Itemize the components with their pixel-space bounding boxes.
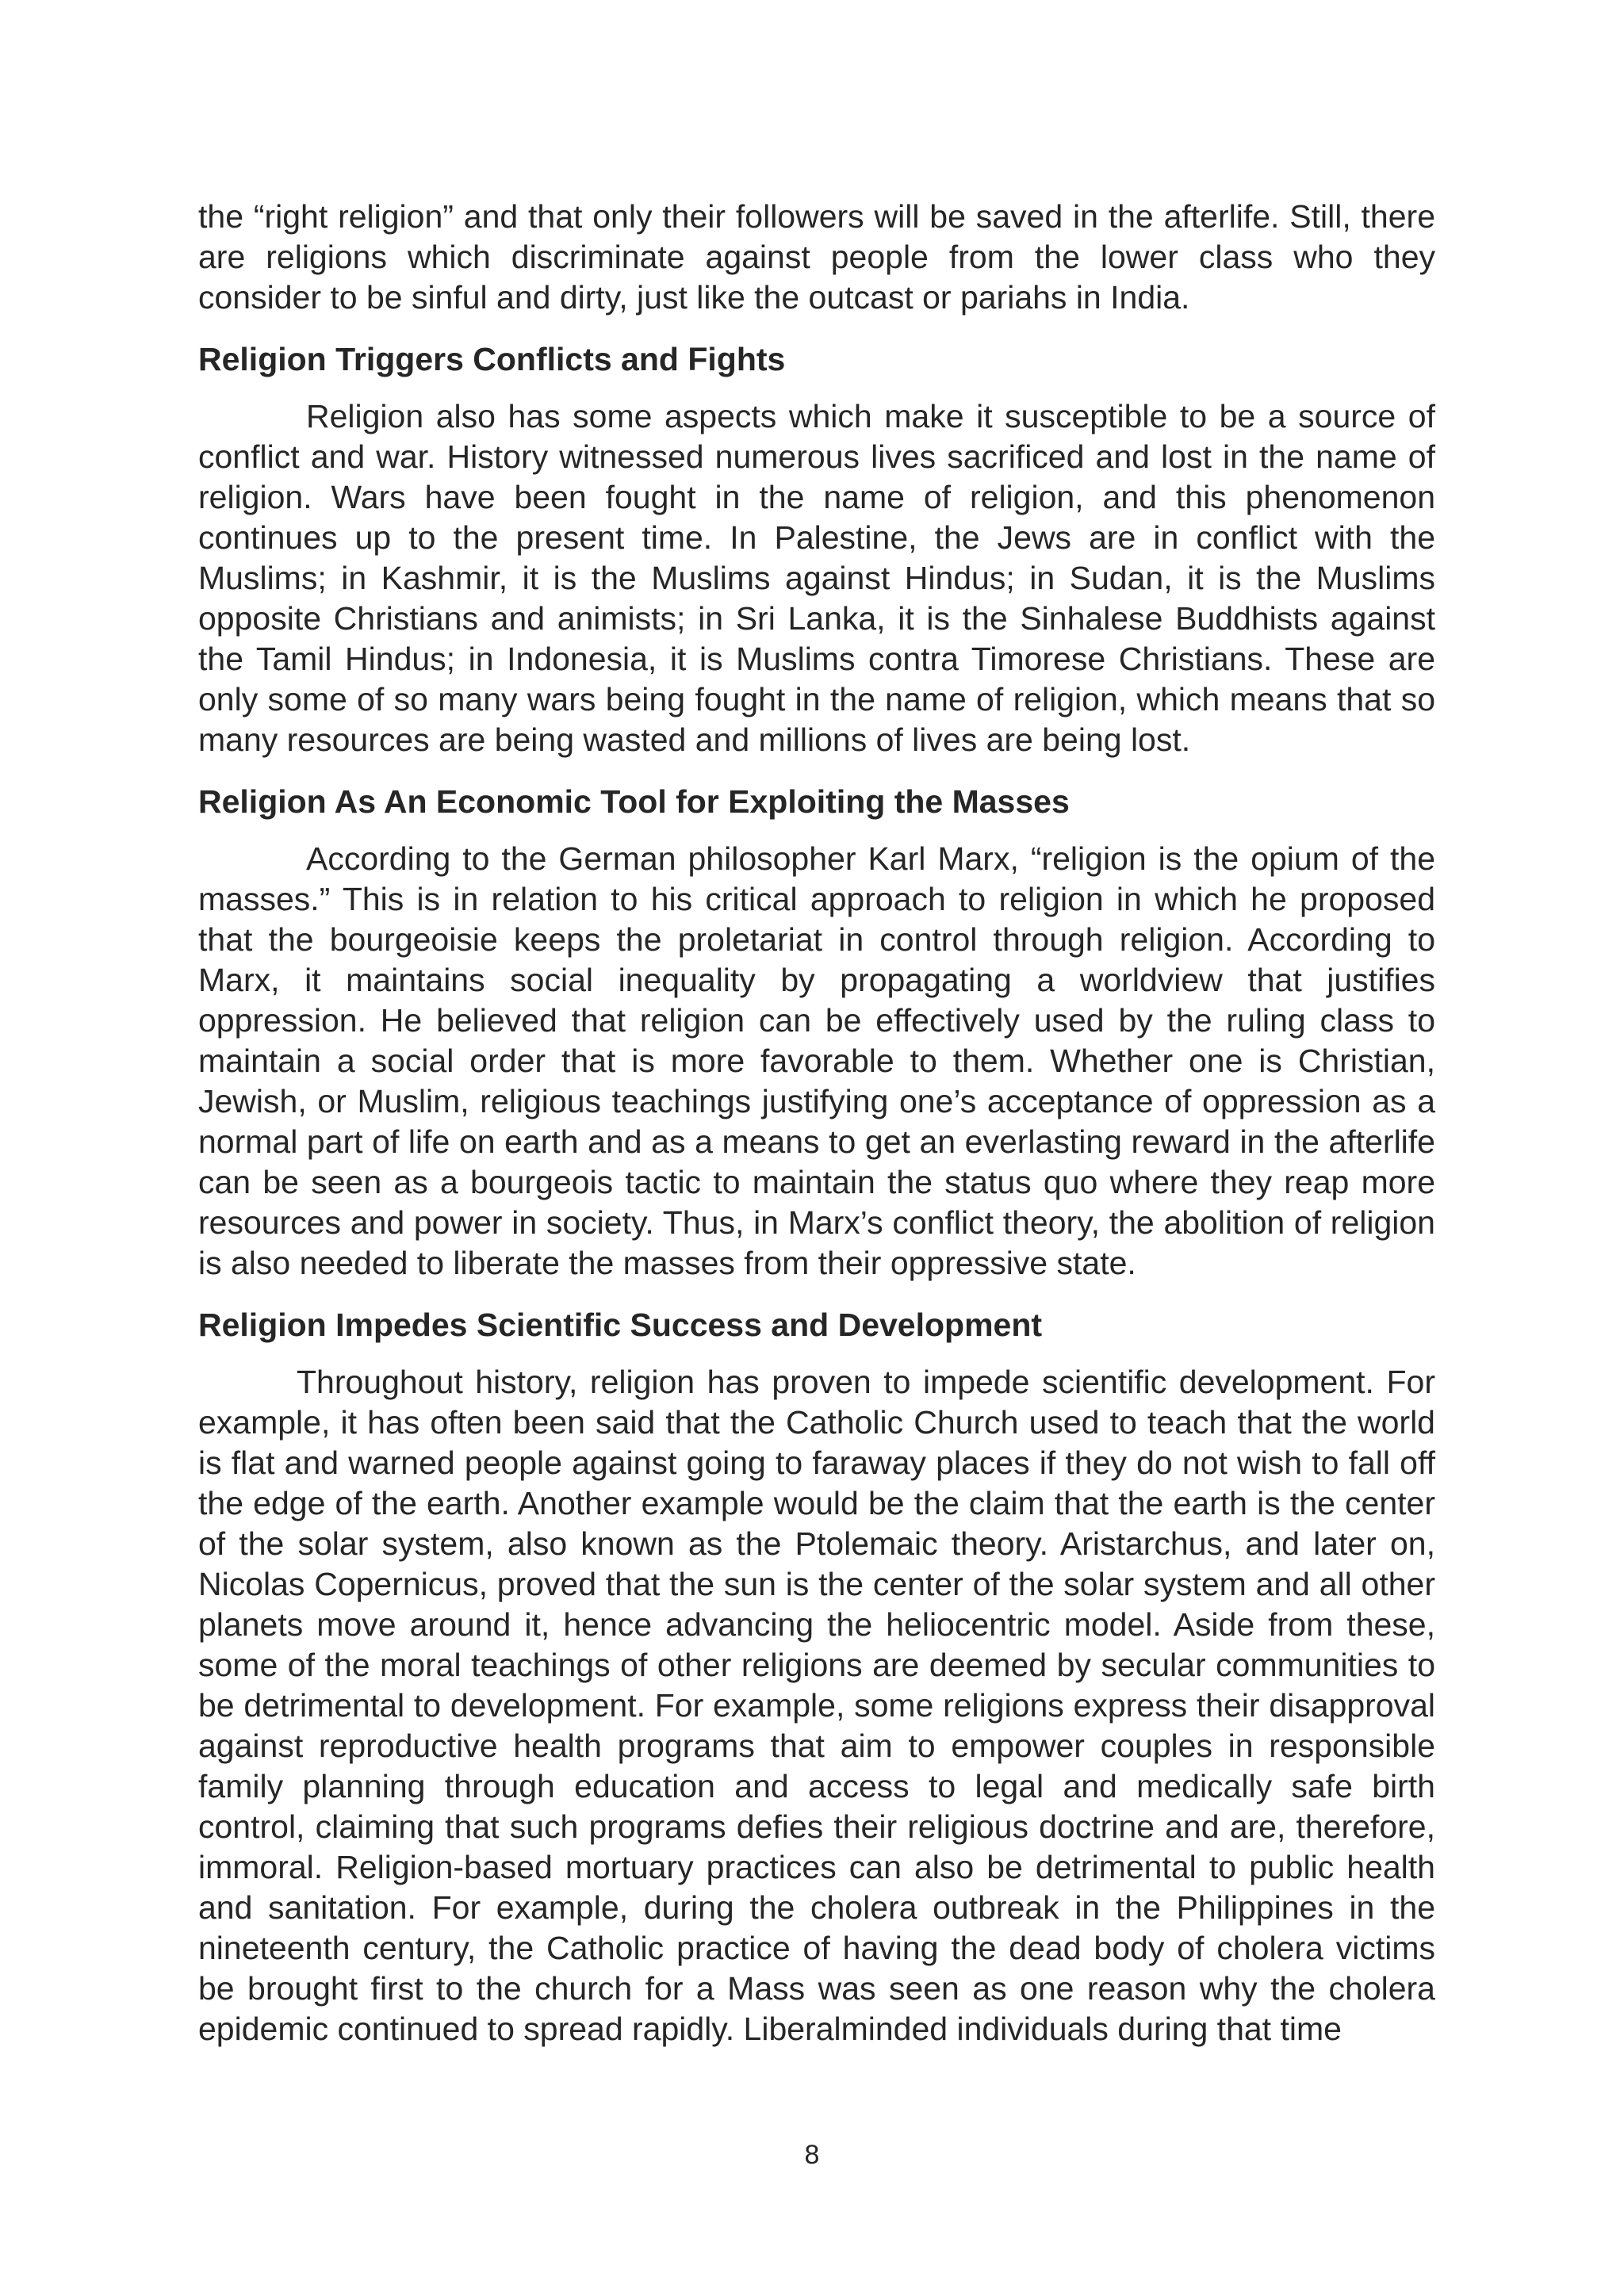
section-heading-scientific-development: Religion Impedes Scientific Success and Development	[198, 1307, 1043, 1343]
page-number: 8	[804, 2140, 820, 2170]
section-heading-conflicts: Religion Triggers Conflicts and Fights	[198, 341, 786, 377]
section-paragraph-conflicts: Religion also has some aspects which make it susceptible to be a source of conflict and war. History witnessed numerous lives sacrificed and lost in the name of religion. Wars have been fought in the name of religion, and this phenomenon continues up to the present time. In Palestine, the Jews are in conflict with the Muslims; in Kashmir, it is the Muslims against Hindus; in Sudan, it is the Muslims opposite Christians and animists; in Sri Lanka, it is the Sinhalese Buddhists against the Tamil Hindus; in Indonesia, it is Muslims contra Timorese Christians. These are only some of so many wars being fought in the name of religion, which means that so many resources are being wasted and millions of lives are being lost.	[198, 398, 1435, 758]
intro-paragraph: the “right religion” and that only their followers will be saved in the afterlife. Still, there are religions which discriminate against people from the lower class who they consider to be sinful and dirty, just like the outcast or pariahs in India.	[198, 198, 1435, 316]
section-paragraph-economic-tool: According to the German philosopher Karl Marx, “religion is the opium of the masses.” This is in relation to his critical approach to religion in which he proposed that the bourgeoisie keeps the proletariat in control through religion. According to Marx, it maintains social inequality by propagating a worldview that justifies oppression. He believed that religion can be effectively used by the ruling class to maintain a social order that is more favorable to them. Whether one is Christian, Jewish, or Muslim, religious teachings justifying one’s acceptance of oppression as a normal part of life on earth and as a means to get an everlasting reward in the afterlife can be seen as a bourgeois tactic to maintain the status quo where they reap more resources and power in society. Thus, in Marx’s conflict theory, the abolition of religion is also needed to liberate the masses from their oppressive state.	[198, 840, 1435, 1281]
page-body	[198, 197, 1435, 2049]
section-paragraph-scientific-development: Throughout history, religion has proven to impede scientific development. For example, it has often been said that the Catholic Church used to teach that the world is flat and warned people against going to faraway places if they do not wish to fall off the edge of the earth. Another example would be the claim that the earth is the center of the solar system, also known as the Ptolemaic theory. Aristarchus, and later on, Nicolas Copernicus, proved that the sun is the center of the solar system and all other planets move around it, hence advancing the heliocentric model. Aside from these, some of the moral teachings of other religions are deemed by secular communities to be detrimental to development. For example, some religions express their disapproval against reproductive health programs that aim to empower couples in responsible family planning through education and access to legal and medically safe birth control, claiming that such programs defies their religious doctrine and are, therefore, immoral. Religion-based mortuary practices can also be detrimental to public health and sanitation. For example, during the cholera outbreak in the Philippines in the nineteenth century, the Catholic practice of having the dead body of cholera victims be brought first to the church for a Mass was seen as one reason why the cholera epidemic continued to spread rapidly. Liberalminded individuals during that time	[198, 1364, 1435, 2047]
section-heading-economic-tool: Religion As An Economic Tool for Exploiting the Masses	[198, 783, 1070, 820]
